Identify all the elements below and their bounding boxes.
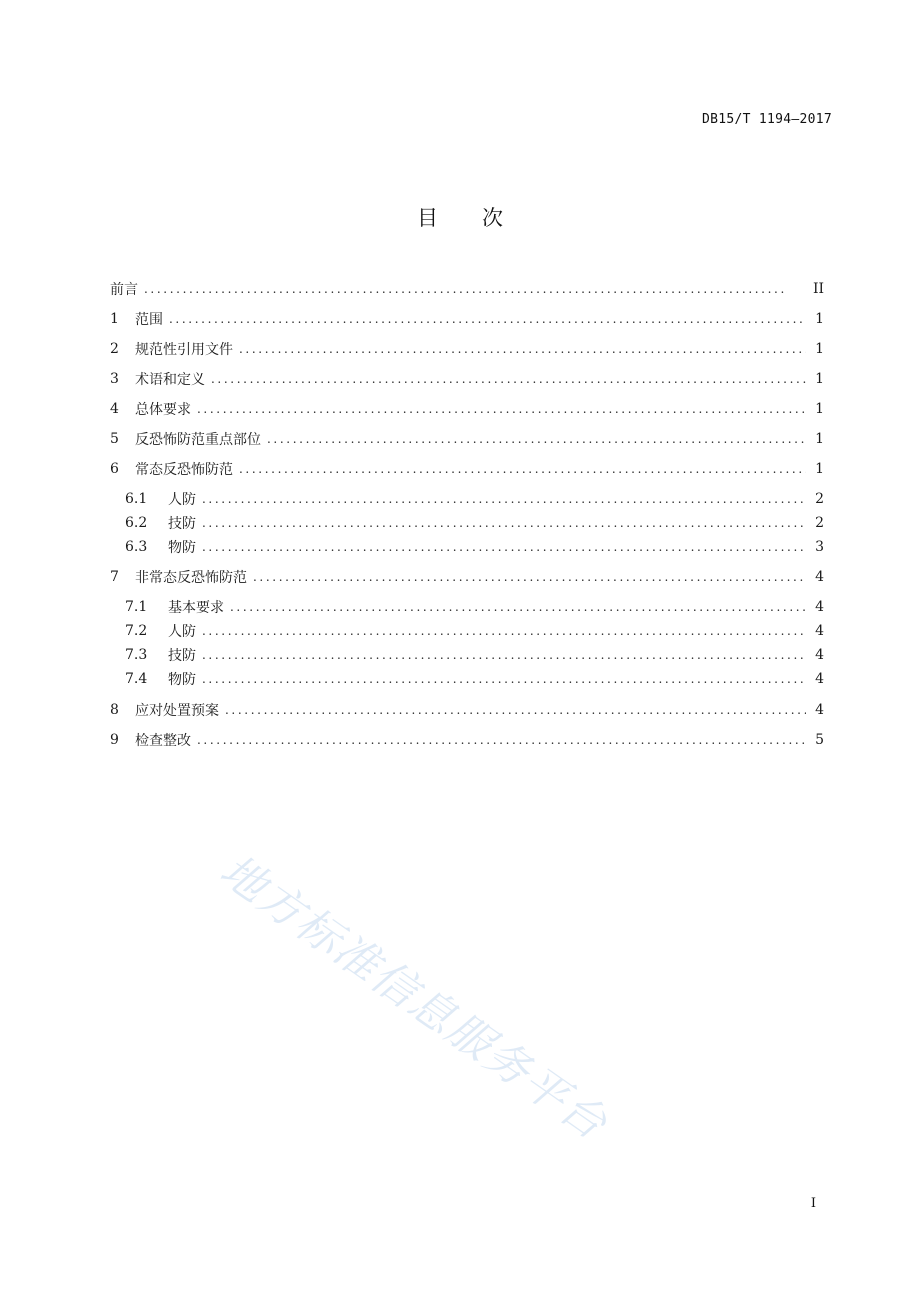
toc-entry-number: 6.2 [125, 515, 148, 531]
toc-entry-label: 规范性引用文件 [135, 342, 233, 358]
toc-entry-label: 物防 [168, 540, 196, 556]
dot-leader [197, 399, 806, 419]
toc-entry[interactable] [110, 700, 824, 720]
toc-entry-label: 范围 [135, 312, 163, 328]
toc-entry-number: 7.1 [125, 599, 148, 615]
toc-subentry[interactable] [125, 537, 824, 557]
toc-entry-page: II [812, 281, 824, 297]
toc-entry-number: 3 [110, 371, 119, 387]
dot-leader [202, 537, 806, 557]
dot-leader [202, 621, 806, 641]
dot-leader [239, 459, 806, 479]
toc-entry-page: 1 [815, 401, 824, 417]
toc-entry[interactable] [110, 339, 824, 359]
table-of-contents [110, 0, 824, 760]
dot-leader [267, 429, 806, 449]
watermark: 地方标准信息服务平台 [210, 844, 617, 1151]
toc-entry-number: 6 [110, 461, 119, 477]
title-char: 次 [482, 206, 503, 230]
toc-entry-page: 1 [815, 341, 824, 357]
toc-entry-page: 4 [815, 702, 824, 718]
dot-leader [197, 730, 806, 750]
toc-entry-page: 4 [815, 569, 824, 585]
toc-entry-page: 1 [815, 371, 824, 387]
page-number: I [810, 1196, 816, 1211]
toc-entry-number: 7.2 [125, 623, 148, 639]
toc-entry-label: 常态反恐怖防范 [135, 462, 233, 478]
dot-leader [239, 339, 806, 359]
toc-entry-page: 4 [815, 599, 824, 615]
toc-entry-number: 2 [110, 341, 119, 357]
toc-entry-page: 3 [815, 539, 824, 555]
toc-entry-label: 技防 [168, 516, 196, 532]
dot-leader [202, 669, 806, 689]
toc-entry-label: 术语和定义 [135, 372, 205, 388]
toc-entry-label: 技防 [168, 648, 196, 664]
toc-entry-label: 人防 [168, 492, 196, 508]
toc-entry-page: 4 [815, 647, 824, 663]
toc-entry-label: 人防 [168, 624, 196, 640]
toc-entry-page: 1 [815, 461, 824, 477]
toc-subentry[interactable] [125, 669, 824, 689]
toc-entry-label: 总体要求 [135, 402, 191, 418]
toc-entry-page: 1 [815, 431, 824, 447]
toc-entry-number: 4 [110, 401, 119, 417]
toc-subentry[interactable] [125, 621, 824, 641]
dot-leader [169, 309, 806, 329]
toc-entry[interactable] [110, 730, 824, 750]
dot-leader [144, 279, 806, 299]
toc-entry-label: 前言 [110, 282, 138, 298]
toc-entry-number: 5 [110, 431, 119, 447]
toc-subentry[interactable] [125, 489, 824, 509]
toc-entry[interactable] [110, 567, 824, 587]
toc-entry-number: 7.3 [125, 647, 148, 663]
toc-subentry[interactable] [125, 597, 824, 617]
toc-entry[interactable] [110, 399, 824, 419]
toc-entry-number: 8 [110, 702, 119, 718]
title-char: 目 [417, 206, 438, 230]
dot-leader [211, 369, 806, 389]
dot-leader [230, 597, 806, 617]
toc-entry-number: 9 [110, 732, 119, 748]
toc-entry-number: 7 [110, 569, 119, 585]
toc-entry[interactable] [110, 429, 824, 449]
toc-entry-page: 5 [815, 732, 824, 748]
dot-leader [202, 513, 806, 533]
toc-entry-label: 检查整改 [135, 733, 191, 749]
dot-leader [225, 700, 806, 720]
toc-entry-number: 1 [110, 311, 119, 327]
toc-entry-label: 反恐怖防范重点部位 [135, 432, 261, 448]
toc-subentry[interactable] [125, 645, 824, 665]
toc-entry-label: 基本要求 [168, 600, 224, 616]
toc-entry-foreword[interactable] [110, 279, 824, 299]
toc-entry-page: 1 [815, 311, 824, 327]
toc-entry-page: 2 [815, 515, 824, 531]
toc-entry-page: 2 [815, 491, 824, 507]
toc-entry-number: 6.3 [125, 539, 148, 555]
toc-entry-label: 应对处置预案 [135, 703, 219, 719]
toc-entry[interactable] [110, 459, 824, 479]
dot-leader [253, 567, 806, 587]
toc-entry-number: 7.4 [125, 671, 148, 687]
toc-entry-label: 物防 [168, 672, 196, 688]
toc-entry[interactable] [110, 309, 824, 329]
toc-entry-label: 非常态反恐怖防范 [135, 570, 247, 586]
toc-entry-number: 6.1 [125, 491, 148, 507]
toc-entry-page: 4 [815, 623, 824, 639]
toc-entry-page: 4 [815, 671, 824, 687]
toc-entry[interactable] [110, 369, 824, 389]
document-code: DB15/T 1194—2017 [701, 112, 832, 127]
toc-subentry[interactable] [125, 513, 824, 533]
dot-leader [202, 489, 806, 509]
dot-leader [202, 645, 806, 665]
